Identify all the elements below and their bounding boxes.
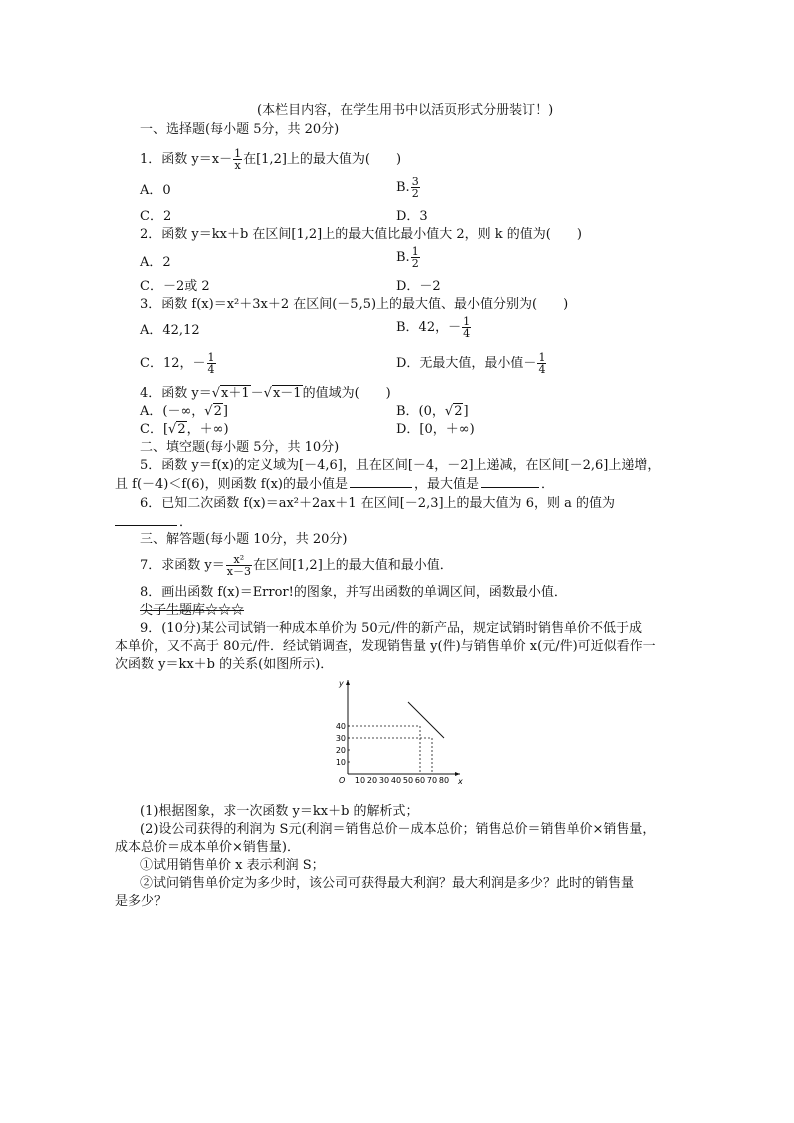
question-2: 2．函数 y＝kx＋b 在区间[1,2]上的最大值比最小值大 2，则 k 的值为( ) [140,227,582,242]
q1-stem-pre: 1．函数 y＝x－ [140,152,233,167]
x-tick-label: 10 [354,776,366,785]
question-6-line-1: 6．已知二次函数 f(x)＝ax²＋2ax＋1 在区间[－2,3]上的最大值为 6，则 a 的值为 [140,496,615,511]
q7-fraction: $\frac{\text{x²}}{x-3}$ [226,553,251,578]
question-9-line-3: 次函数 y＝kx＋b 的关系(如图所示)． [115,657,334,672]
series-line [408,702,444,738]
q4-option-d: D．[0，＋∞) [396,422,475,437]
x-axis-label: x [458,777,463,786]
q2-option-c: C．－2或 2 [140,279,210,294]
q3-option-a: A．42,12 [140,323,200,338]
q1-option-b: B. $\frac{3}{2}$ [396,175,419,200]
question-7: 7．求函数 y＝ $\frac{\text{x²}}{x-3}$ 在区间[1,2]上的最大值和最小值． [140,553,453,578]
question-9-part-2-sub-2-line-2: 是多少？ [115,894,168,909]
q2-option-a: A．2 [140,255,171,270]
q4-option-b: B．(0，√2] [396,404,469,419]
question-8: 8．画出函数 f(x)＝Error!的图象，并写出函数的单调区间，函数最小值． [140,585,567,600]
question-5-line-1: 5．函数 y＝f(x)的定义域为[－4,6]，且在区间[－4，－2]上递减，在区间[－2,6]上递增， [140,458,661,473]
x-tick-label: 60 [414,776,426,785]
q1-option-a: A．0 [140,183,171,198]
q3-option-b: B．42，－ $\frac{1}{4}$ [396,315,471,340]
y-tick-label: 30 [335,734,346,743]
x-tick-label: 30 [378,776,390,785]
question-5-line-2: 且 f(－4)＜f(6)，则函数 f(x)的最小值是 ，最大值是 ． [115,477,555,492]
x-axis-arrow [455,772,460,776]
y-axis-label: y [339,679,344,688]
y-tick-label: 20 [335,746,346,755]
question-6-line-2: ． [115,513,192,532]
q4-radical-2: x－1 [272,386,302,401]
section-fill-heading: 二、填空题(每小题 5分，共 10分) [140,440,340,455]
x-tick-label: 80 [438,776,450,785]
y-tick-label: 40 [335,722,346,731]
question-9-part-2-line-1: (2)设公司获得的利润为 S元(利润＝销售总价－成本总价；销售总价＝销售单价×销售量， [140,822,656,837]
question-9-part-2-sub-1: ①试用销售单价 x 表示利润 S； [140,858,325,873]
question-9-part-2-sub-2-line-1: ②试问销售单价定为多少时，该公司可获得最大利润？最大利润是多少？此时的销售量 [140,876,635,891]
x-tick-label: 40 [390,776,402,785]
q2-option-b: B. $\frac{1}{2}$ [396,245,419,270]
question-1 [140,148,401,171]
y-axis-arrow [346,680,350,685]
section-answer-heading: 三、解答题(每小题 10分，共 20分) [140,532,348,547]
q1-stem-post: 在[1,2]上的最大值为( ) [243,152,402,167]
q5-blank-max[interactable] [481,475,539,488]
y-tick-label: 10 [335,758,346,767]
q1-fraction: $\frac{1}{x}$ [234,147,242,172]
question-9-line-2: 本单价，又不高于 80元/件．经试销调查，发现销售量 y(件)与销售单价 x(元/件)可近似看作一 [115,639,656,654]
question-4: 4．函数 y＝√x＋1－√x－1的值域为( ) [140,386,391,401]
q4-radical-1: x＋1 [221,386,250,401]
question-3: 3．函数 f(x)＝x²＋3x＋2 在区间(－5,5)上的最大值、最小值分别为( ) [140,297,569,312]
q6-blank-a[interactable] [115,513,177,526]
origin-label: O [339,776,346,785]
q1-option-d: D．3 [396,209,428,224]
q3-option-c: C．12，－ $\frac{1}{4}$ [140,351,215,376]
q2-option-d: D．－2 [396,279,441,294]
section-choice-heading: 一、选择题(每小题 5分，共 20分) [140,122,340,137]
q1-option-c: C．2 [140,209,172,224]
x-tick-label: 50 [402,776,414,785]
header-note: (本栏目内容，在学生用书中以活页形式分册装订！) [257,103,554,118]
q3-option-d: D．无最大值，最小值－ $\frac{1}{4}$ [396,351,546,376]
q4-option-c: C．[√2，＋∞) [140,422,229,437]
x-tick-label: 70 [426,776,438,785]
question-9-line-1: 9．(10分)某公司试销一种成本单价为 50元/件的新产品，规定试销时销售单价不低于成 [140,621,643,636]
challenge-heading: 尖子生题库☆☆☆ [140,603,245,618]
q4-option-a: A．(－∞，√2] [140,404,228,419]
sales-price-chart [330,672,465,787]
question-9-part-2-line-2: 成本总价＝成本单价×销售量)． [115,840,300,855]
question-9-part-1: (1)根据图象，求一次函数 y＝kx＋b 的解析式； [140,804,419,819]
x-tick-label: 20 [366,776,378,785]
q5-blank-min[interactable] [350,475,412,488]
